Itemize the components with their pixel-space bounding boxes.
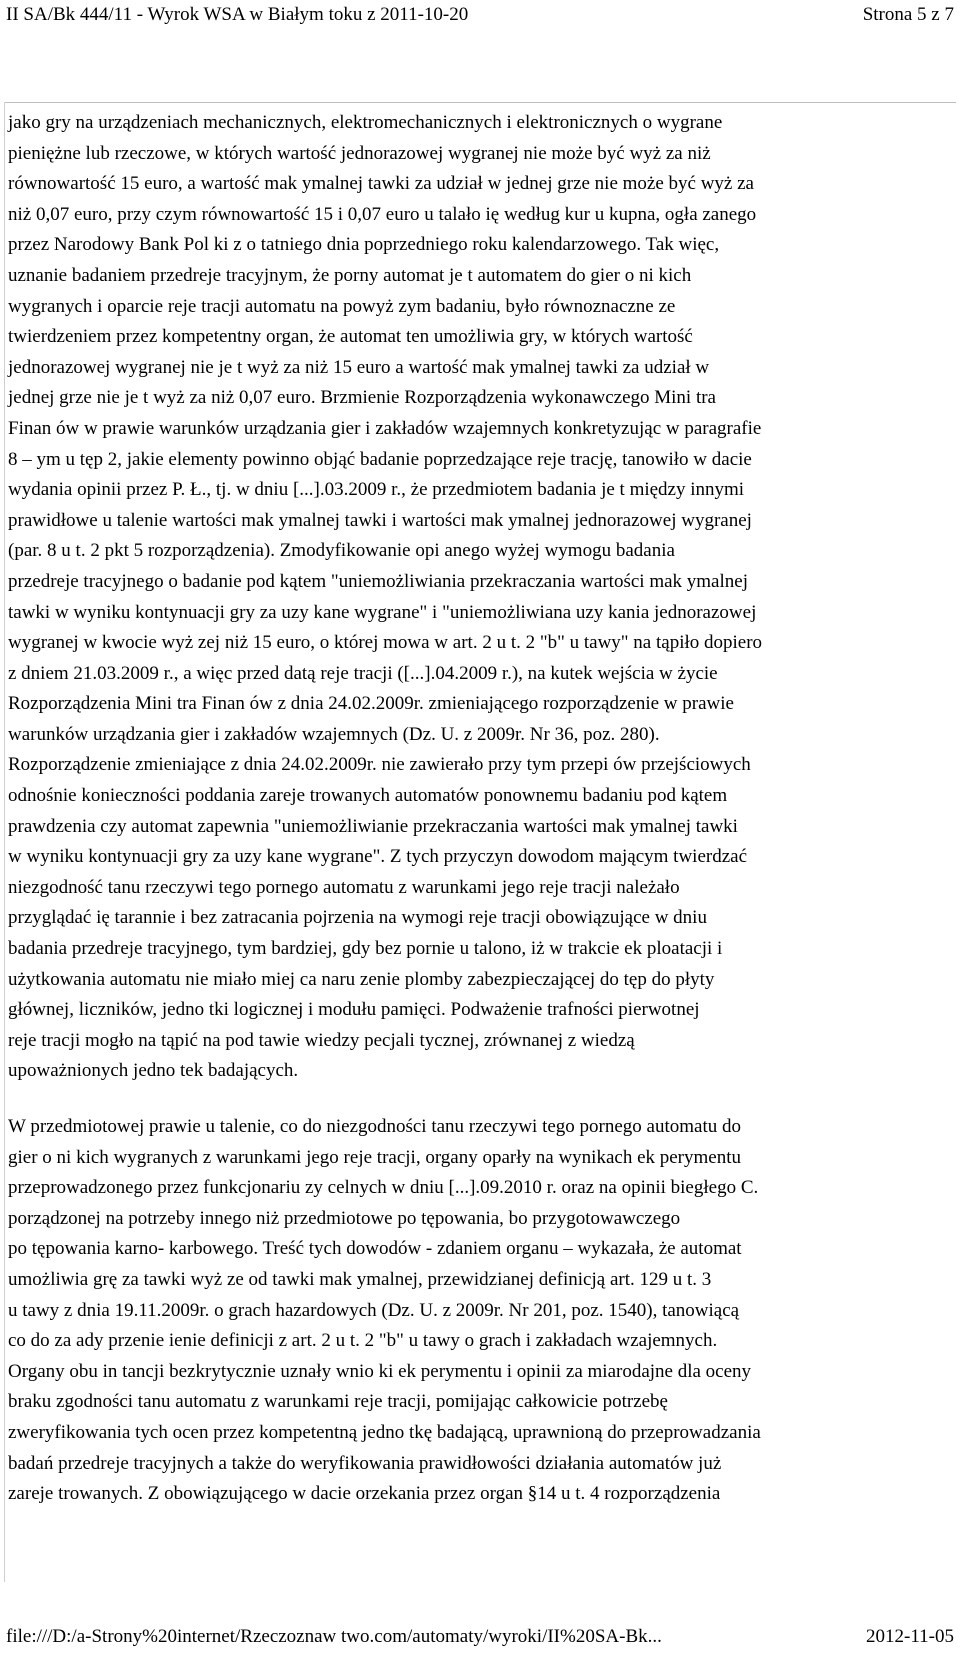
print-date: 2012-11-05 <box>866 1626 954 1647</box>
text-line: umożliwia grę za tawki wyż ze od tawki mak ymalnej, przewidzianej definicją art. 129 u t. 3 <box>8 1268 712 1290</box>
text-line: niezgodność tanu rzeczywi tego pornego automatu z warunkami jego reje tracji należało <box>8 876 680 898</box>
document-title: II SA/Bk 444/11 - Wyrok WSA w Białym toku z 2011-10-20 <box>6 4 469 25</box>
text-line: porządzonej na potrzeby innego niż przedmiotowe po tępowania, bo przygotowawczego <box>8 1207 681 1229</box>
text-line: Rozporządzenie zmieniające z dnia 24.02.2009r. nie zawierało przy tym przepi ów przejściowych <box>8 754 751 776</box>
text-line: upoważnionych jedno tek badających. <box>8 1060 299 1082</box>
text-line: 8 – ym u tęp 2, jakie elementy powinno objąć badanie poprzedzające reje trację, tanowiło w dacie <box>8 448 752 470</box>
text-line: przedreje tracyjnego o badanie pod kątem "uniemożliwiania przekraczania wartości mak ymalnej <box>8 570 748 592</box>
text-line: jednorazowej wygranej nie je t wyż za niż 15 euro a wartość mak ymalnej tawki za udział w <box>8 356 710 378</box>
text-line: tawki w wyniku kontynuacji gry za uzy kane wygrane" i "uniemożliwiana uzy kania jednorazowej <box>8 601 757 623</box>
text-line: pieniężne lub rzeczowe, w których wartość jednorazowej wygranej nie może być wyż za niż <box>8 142 711 164</box>
text-line: W przedmiotowej prawie u talenie, co do niezgodności tanu rzeczywi tego pornego automatu do <box>8 1116 742 1137</box>
text-line: uznanie badaniem przedreje tracyjnym, że porny automat je t automatem do gier o ni kich <box>8 264 692 286</box>
text-line: u tawy z dnia 19.11.2009r. o grach hazardowych (Dz. U. z 2009r. Nr 201, poz. 1540), tanowiącą <box>8 1299 740 1321</box>
text-line: zweryfikowania tych ocen przez kompetentną jedno tkę badającą, uprawnioną do przeprowadzania <box>8 1421 761 1443</box>
text-line: badań przedreje tracyjnych a także do weryfikowania prawidłowości działania automatów już <box>8 1452 722 1474</box>
header-divider <box>4 102 956 103</box>
text-line: z dniem 21.03.2009 r., a więc przed datą reje tracji ([...].04.2009 r.), na kutek wejścia w życie <box>8 662 718 684</box>
page-number: Strona 5 z 7 <box>862 4 954 25</box>
text-line: wygranych i oparcie reje tracji automatu na powyż zym badaniu, było równoznaczne ze <box>8 295 676 317</box>
text-line: jako gry na urządzeniach mechanicznych, elektromechanicznych i elektronicznych o wygrane <box>8 112 723 133</box>
text-line: reje tracji mogło na tąpić na pod tawie wiedzy pecjali tycznej, zrównanej z wiedzą <box>8 1029 635 1051</box>
text-line: głównej, liczników, jedno tki logicznej i modułu pamięci. Podważenie trafności pierwotnej <box>8 999 700 1021</box>
text-line: równowartość 15 euro, a wartość mak ymalnej tawki za udział w jednej grze nie może być wyż za <box>8 173 754 195</box>
text-line: Finan ów w prawie warunków urządzania gier i zakładów wzajemnych konkretyzując w paragrafie <box>8 417 762 439</box>
text-line: Rozporządzenia Mini tra Finan ów z dnia 24.02.2009r. zmieniającego rozporządzenie w prawie <box>8 693 734 715</box>
text-line: prawdzenia czy automat zapewnia "uniemożliwianie przekraczania wartości mak ymalnej tawki <box>8 815 738 837</box>
text-line: (par. 8 u t. 2 pkt 5 rozporządzenia). Zmodyfikowanie opi anego wyżej wymogu badania <box>8 540 675 562</box>
text-line: niż 0,07 euro, przy czym równowartość 15 i 0,07 euro u talało ię według kur u kupna, ogła zanego <box>8 203 757 225</box>
text-line: zareje trowanych. Z obowiązującego w dacie orzekania przez organ §14 u t. 4 rozporządzenia <box>8 1483 721 1505</box>
text-line: przez Narodowy Bank Pol ki z o tatniego dnia poprzedniego roku kalendarzowego. Tak więc, <box>8 234 720 256</box>
page-header <box>0 2 960 32</box>
text-line: w wyniku kontynuacji gry za uzy kane wygrane". Z tych przyczyn dowodom mającym twierdzać <box>8 846 748 868</box>
text-line: braku zgodności tanu automatu z warunkami reje tracji, pomijając całkowicie potrzebę <box>8 1391 668 1413</box>
page-footer <box>0 1624 960 1652</box>
text-line: przeprowadzonego przez funkcjonariu zy celnych w dniu [...].09.2010 r. oraz na opinii biegłego C. <box>8 1177 759 1199</box>
text-line: przyglądać ię tarannie i bez zatracania pojrzenia na wymogi reje tracji obowiązujące w dniu <box>8 907 707 929</box>
text-line: wydania opinii przez P. Ł., tj. w dniu [...].03.2009 r., że przedmiotem badania je t między innymi <box>8 479 745 501</box>
text-line: gier o ni kich wygranych z warunkami jego reje tracji, organy oparły na wynikach ek perymentu <box>8 1146 742 1168</box>
text-line: Organy obu in tancji bezkrytycznie uznały wnio ki ek perymentu i opinii za miarodajne dla oceny <box>8 1360 752 1382</box>
text-line: użytkowania automatu nie miało miej ca naru zenie plomby zabezpieczającej do tęp do płyty <box>8 968 715 990</box>
text-line: twierdzeniem przez kompetentny organ, że automat ten umożliwia gry, w których wartość <box>8 326 693 348</box>
text-line: badania przedreje tracyjnego, tym bardziej, gdy bez pornie u talono, iż w trakcie ek ploatacji i <box>8 938 723 960</box>
text-line: prawidłowe u talenie wartości mak ymalnej tawki i wartości mak ymalnej jednorazowej wygranej <box>8 509 752 531</box>
text-line: warunków urządzania gier i zakładów wzajemnych (Dz. U. z 2009r. Nr 36, poz. 280). <box>8 723 660 745</box>
text-line: odnośnie konieczności poddania zareje trowanych automatów ponownemu badaniu pod kątem <box>8 785 728 807</box>
text-line: wygranej w kwocie wyż zej niż 15 euro, o której mowa w art. 2 u t. 2 "b" u tawy" na tąpiło dopiero <box>8 632 763 654</box>
paragraph <box>8 108 953 1087</box>
file-url: file:///D:/a-Strony%20internet/Rzeczoznaw two.com/automaty/wyroki/II%20SA-Bk... <box>6 1626 662 1647</box>
text-line: co do za ady przenie ienie definicji z art. 2 u t. 2 "b" u tawy o grach i zakładach wzajemnych. <box>8 1330 718 1352</box>
text-line: po tępowania karno- karbowego. Treść tych dowodów - zdaniem organu – wykazała, że automat <box>8 1238 742 1260</box>
document-body <box>8 108 953 1510</box>
left-margin-line <box>4 102 5 1582</box>
text-line: jednej grze nie je t wyż za niż 0,07 euro. Brzmienie Rozporządzenia wykonawczego Mini tra <box>8 387 716 409</box>
paragraph <box>8 1112 953 1510</box>
